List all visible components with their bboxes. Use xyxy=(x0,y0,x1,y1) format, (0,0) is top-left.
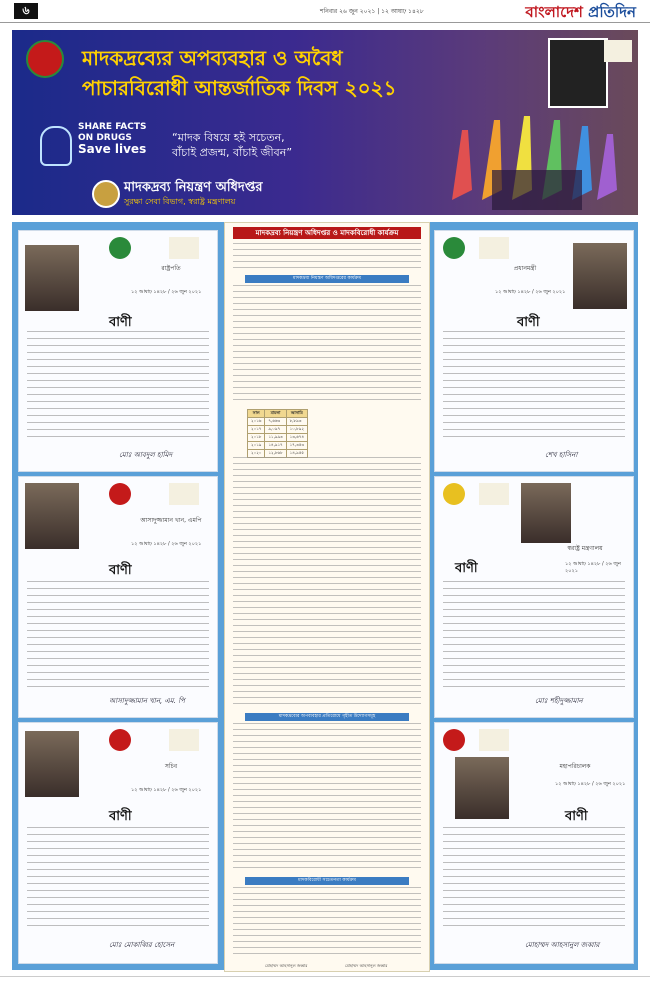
table-cell: ২০২০ xyxy=(248,450,265,458)
raised-hands-illustration xyxy=(432,90,632,210)
share-line3: Save lives xyxy=(78,142,147,156)
secretary-photo xyxy=(25,731,79,797)
center-section3-text xyxy=(233,723,421,873)
department-subtitle: সুরক্ষা সেবা বিভাগ, স্বরাষ্ট্র মন্ত্রণালয় xyxy=(124,197,236,206)
banner-title-line2: পাচারবিরোধী আন্তর্জাতিক দিবস ২০২১ xyxy=(82,76,397,100)
center-signoff-left: মোহাম্মদ আহসানুল জব্বার xyxy=(265,963,308,968)
message-title: বাণী xyxy=(109,809,132,824)
prime-minister-photo xyxy=(573,243,627,309)
table-row xyxy=(248,426,308,434)
message-dates: ১২ আষাঢ় ১৪২৮ / ২৬ জুন ২০২১ xyxy=(131,541,202,547)
messages-section xyxy=(12,222,638,970)
message-title: বাণী xyxy=(109,315,132,330)
message-body xyxy=(27,581,209,689)
share-line2: ON DRUGS xyxy=(78,133,132,143)
center-subheading-2: মাদকদ্রব্যের অপব্যবহার প্রতিরোধে গৃহীত উদ্যোগসমূহ xyxy=(245,713,409,721)
message-body xyxy=(27,331,209,441)
seal-icon xyxy=(109,729,131,751)
seal-icon xyxy=(443,237,465,259)
center-intro-text xyxy=(233,243,421,273)
message-panel-president xyxy=(18,230,218,472)
signature: মোঃ মোকাব্বির হোসেন xyxy=(109,941,175,949)
table-header-cell: সাল xyxy=(248,410,265,418)
table-cell: ১৩,৬৭৪ xyxy=(286,434,307,442)
message-dates: ১২ আষাঢ় ১৪২৮ / ২৬ জুন ২০২১ xyxy=(131,787,202,793)
center-section1-text xyxy=(233,285,421,405)
message-panel-minister xyxy=(18,476,218,718)
mujib-logo-icon xyxy=(169,483,199,505)
table-cell: ১৪,৯৫৫ xyxy=(286,450,307,458)
table-row xyxy=(248,442,308,450)
table-cell: ২০১৯ xyxy=(248,442,265,450)
department-name: মাদকদ্রব্য নিয়ন্ত্রণ অধিদপ্তর xyxy=(124,180,263,195)
table-cell: ২০১৬ xyxy=(248,418,265,426)
masthead-main: বাংলাদেশ xyxy=(525,3,583,21)
table-cell: ৮,৮৯৩ xyxy=(286,418,307,426)
signature: মোঃ আবদুল হামিদ xyxy=(119,451,173,459)
message-panel-director-general xyxy=(434,722,634,964)
table-cell: ২০১৮ xyxy=(248,434,265,442)
hero-banner xyxy=(12,30,638,215)
center-subheading-1: মাদকদ্রব্য নিয়ন্ত্রণ অধিদপ্তরের কার্যক্রম xyxy=(245,275,409,283)
table-cell: ১১,৯৯৩ xyxy=(265,434,286,442)
seal-icon xyxy=(109,237,131,259)
message-dates: ১২ আষাঢ় ১৪২৮ / ২৬ জুন ২০২১ xyxy=(131,289,202,295)
seal-icon xyxy=(443,729,465,751)
message-title: বাণী xyxy=(109,563,132,578)
message-title: বাণী xyxy=(455,561,478,576)
signature: মোঃ শহীদুজ্জামান xyxy=(535,697,583,705)
message-title: বাণী xyxy=(565,809,588,824)
message-panel-secretary xyxy=(18,722,218,964)
center-subheading-3: মাদকবিরোধী সচেতনতা কার্যক্রম xyxy=(245,877,409,885)
masthead xyxy=(525,1,636,26)
stats-table xyxy=(247,409,308,458)
signature: শেখ হাসিনা xyxy=(545,451,578,459)
table-cell: ১৭,৩৫৩ xyxy=(286,442,307,450)
message-name: আসাদুজ্জামান খান, এমপি xyxy=(140,517,202,524)
mujib-centenary-logo-icon xyxy=(604,40,632,62)
director-general-photo xyxy=(455,757,509,819)
table-cell: ৯,০৯৭ xyxy=(265,426,286,434)
lightbulb-icon xyxy=(40,126,72,166)
table-cell: ৭,৬৬৩ xyxy=(265,418,286,426)
government-seal-icon xyxy=(26,40,64,78)
table-cell: ১২,৮৬৮ xyxy=(265,450,286,458)
mujib-logo-icon xyxy=(169,729,199,751)
slogan xyxy=(172,130,372,160)
stats-table-header xyxy=(248,410,308,418)
message-body xyxy=(443,581,625,689)
signature: মোহাম্মদ আহসানুল জব্বার xyxy=(525,941,600,949)
message-title: বাণী xyxy=(517,315,540,330)
share-line1: SHARE FACTS xyxy=(78,122,147,132)
message-body xyxy=(443,827,625,931)
message-body xyxy=(27,827,209,931)
seal-icon xyxy=(443,483,465,505)
message-name: প্রধানমন্ত্রী xyxy=(513,265,537,272)
table-cell: ২০১৭ xyxy=(248,426,265,434)
mujib-logo-icon xyxy=(479,237,509,259)
signature: আসাদুজ্জামান খান, এম. পি xyxy=(109,697,185,705)
message-dates: ১২ আষাঢ় ১৪২৮ / ২৬ জুন ২০২১ xyxy=(555,781,626,787)
masthead-sub: প্রতিদিন xyxy=(588,3,636,21)
table-header-cell: মামলা xyxy=(265,410,286,418)
minister-photo xyxy=(25,483,79,549)
center-article xyxy=(224,222,430,972)
table-header-cell: আসামি xyxy=(286,410,307,418)
slogan-line2: বাঁচাই প্রজন্ম, বাঁচাই জীবন” xyxy=(172,146,293,159)
mujib-logo-icon xyxy=(479,729,509,751)
message-name: সচিব xyxy=(164,763,178,770)
table-row xyxy=(248,418,308,426)
message-body xyxy=(443,331,625,441)
bottom-separator xyxy=(0,976,650,977)
center-signoff-right: মোহাম্মদ আহসানুল জব্বার xyxy=(345,963,388,968)
message-name: স্বরাষ্ট্র মন্ত্রণালয় xyxy=(567,545,603,552)
mujib-logo-icon xyxy=(479,483,509,505)
official-photo xyxy=(521,483,571,543)
slogan-line1: “মাদক বিষয়ে হই সচেতন, xyxy=(172,131,285,144)
mujib-logo-icon xyxy=(169,237,199,259)
top-bar xyxy=(0,0,650,23)
table-cell: ১০,৮৯২ xyxy=(286,426,307,434)
message-panel-state-minister xyxy=(434,476,634,718)
department-logo-icon xyxy=(92,180,120,208)
message-dates: ১২ আষাঢ় ১৪২৮ / ২৬ জুন ২০২১ xyxy=(565,561,621,574)
president-photo xyxy=(25,245,79,311)
date-line: শনিবার ২৬ জুন ২০২১ | ১২ আষাঢ় ১৪২৮ xyxy=(320,8,424,15)
center-heading: মাদকদ্রব্য নিয়ন্ত্রণ অধিদপ্তর ও মাদকবিরোধী কার্যক্রম xyxy=(233,227,421,239)
message-name: মহাপরিচালক xyxy=(559,763,591,770)
share-facts-text xyxy=(78,122,158,155)
message-dates: ১২ আষাঢ় ১৪২৮ / ২৬ জুন ২০২১ xyxy=(495,289,566,295)
page-number: ৬ xyxy=(14,3,38,19)
table-cell: ১৪,৯১৭ xyxy=(265,442,286,450)
center-section2-text xyxy=(233,457,421,707)
message-panel-prime-minister xyxy=(434,230,634,472)
table-row xyxy=(248,434,308,442)
banner-title-line1: মাদকদ্রব্যের অপব্যবহার ও অবৈধ xyxy=(82,46,343,70)
seal-icon xyxy=(109,483,131,505)
center-section4-text xyxy=(233,887,421,957)
message-name: রাষ্ট্রপতি xyxy=(161,265,181,272)
